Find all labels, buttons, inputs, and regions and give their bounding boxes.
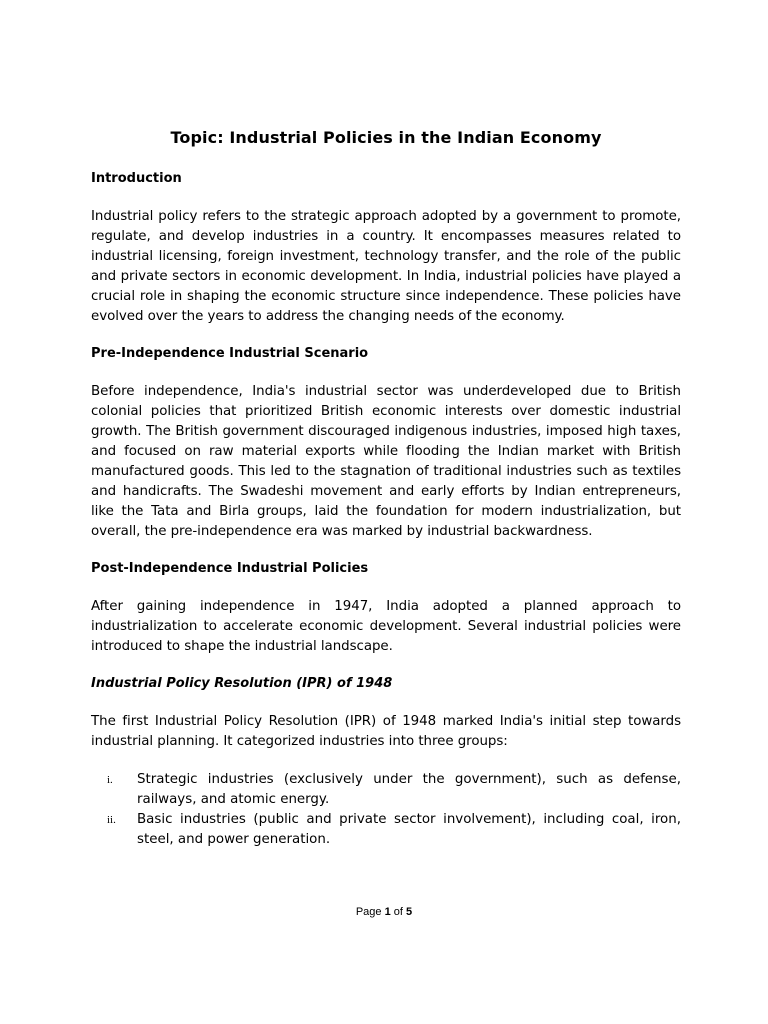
- list-item: [91, 770, 681, 810]
- list-item-marker: ii.: [107, 814, 116, 826]
- section-heading-introduction: Introduction: [91, 171, 182, 186]
- section-paragraph-introduction: Industrial policy refers to the strategic approach adopted by a government to promote, regulate, and develop industries in a country. It encompasses measures related to industrial licensing, foreign investment, technology transfer, and the role of the public and private sectors in economic development. In India, industrial policies have played a crucial role in shaping the economic structure since independence. These policies have evolved over the years to address the changing needs of the economy.: [91, 209, 681, 324]
- section-paragraph-post-independence: After gaining independence in 1947, India adopted a planned approach to industrialization to accelerate economic development. Several industrial policies were introduced to shape the industrial landscape.: [91, 599, 681, 654]
- of-label: of: [393, 906, 403, 918]
- list-item-text: Basic industries (public and private sector involvement), including coal, iron, steel, and power generation.: [137, 812, 681, 847]
- industry-groups-list: [91, 770, 681, 850]
- page-footer: [0, 905, 768, 919]
- section-paragraph-pre-independence: Before independence, India's industrial sector was underdeveloped due to British colonial policies that prioritized British economic interests over domestic industrial growth. The British government discouraged indigenous industries, imposed high taxes, and focused on raw material exports while flooding the Indian market with British manufactured goods. This led to the stagnation of traditional industries such as textiles and handicrafts. The Swadeshi movement and early efforts by Indian entrepreneurs, like the Tata and Birla groups, laid the foundation for modern industrialization, but overall, the pre-independence era was marked by industrial backwardness.: [91, 384, 681, 539]
- section-heading-ipr-1948: Industrial Policy Resolution (IPR) of 1948: [91, 676, 393, 691]
- list-item-text: Strategic industries (exclusively under the government), such as defense, railways, and atomic energy.: [137, 772, 681, 807]
- section-heading-pre-independence: Pre-Independence Industrial Scenario: [91, 346, 369, 361]
- section-paragraph-ipr-1948: The first Industrial Policy Resolution (IPR) of 1948 marked India's initial step towards industrial planning. It categorized industries into three groups:: [91, 714, 681, 749]
- document-title: Topic: Industrial Policies in the Indian Economy: [170, 128, 602, 147]
- total-pages-number: 5: [406, 906, 413, 918]
- document-body: [91, 128, 681, 850]
- list-item: [91, 810, 681, 850]
- page-label: Page: [355, 906, 382, 918]
- list-item-marker: i.: [107, 774, 113, 786]
- section-heading-post-independence: Post-Independence Industrial Policies: [91, 561, 369, 576]
- current-page-number: 1: [384, 906, 391, 918]
